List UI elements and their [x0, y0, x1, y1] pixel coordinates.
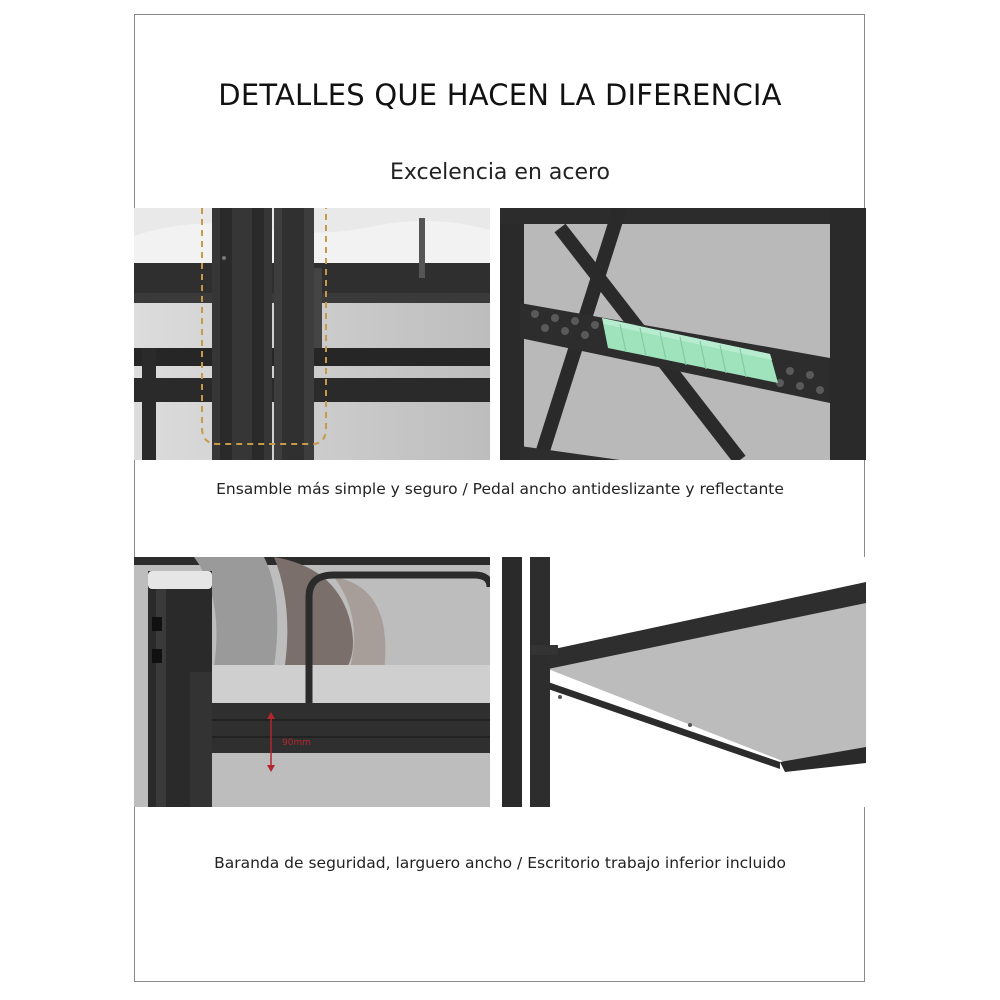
- ladder-pedal-photo: [500, 208, 866, 460]
- measurement-label: 90mm: [282, 738, 311, 748]
- page-subtitle: Excelencia en acero: [389, 160, 611, 185]
- page-title: DETALLES QUE HACEN LA DIFERENCIA: [218, 78, 782, 112]
- guardrail-photo: [134, 557, 490, 807]
- row1-caption: Ensamble más simple y seguro / Pedal ancho antideslizante y reflectante: [216, 480, 784, 498]
- assembly-joint-photo: [134, 208, 490, 460]
- row2-caption: Baranda de seguridad, larguero ancho / Escritorio trabajo inferior incluido: [214, 854, 786, 872]
- lower-desk-photo: [500, 557, 866, 807]
